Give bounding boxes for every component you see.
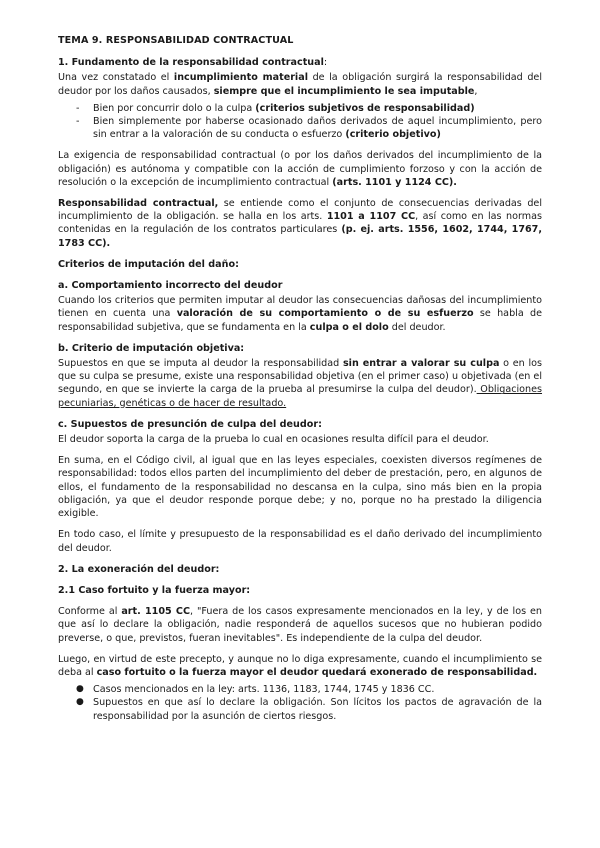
section-2-paragraph-2: Luego, en virtud de este precepto, y aunque no lo diga expresamente, cuando el incumplimiento se deba al caso fortuito o la fuerza mayor el deudor quedará exonerado de responsabilidad. [58, 653, 542, 678]
suma-paragraph: En suma, en el Código civil, al igual que en las leyes especiales, coexisten diversos regímenes de responsabilidad: todos ellos parten del incumplimiento del deber de prestación, pero, en algunos de ellos, el fundamento de la responsabilidad no descansa en la culpa, sino más bien en la propia obligación, ya que el deudor responde porque debe; y no, porque no ha prestado la diligencia exigible. [58, 455, 542, 520]
section-1-heading: 1. Fundamento de la responsabilidad contractual: [58, 57, 328, 69]
section-2-heading: 2. La exoneración del deudor: [58, 563, 220, 575]
section-2-bullet-list [58, 683, 542, 723]
todo-caso-paragraph: En todo caso, el límite y presupuesto de la responsabilidad es el daño derivado del incumplimiento del deudor. [58, 529, 542, 554]
document-title: TEMA 9. RESPONSABILIDAD CONTRACTUAL [58, 35, 294, 46]
section-1-paragraph-3: Responsabilidad contractual, se entiende como el conjunto de consecuencias derivadas del incumplimiento de la obligación. se halla en los arts. 1101 a 1107 CC, así como en las normas contenidas en la regulación de los contratos particulares (p. ej. arts. 1556, 1602, 1744, 1767, 1783 CC). [58, 198, 542, 249]
criterio-b-paragraph: Supuestos en que se imputa al deudor la responsabilidad sin entrar a valorar su culpa o en los que su culpa se presume, existe una responsabilidad objetiva (en el primer caso) u objetivada (en el segundo, en que se invierte la carga de la prueba al presumirse la culpa del deudor). Obligaciones pecuniarias, genéticas o de hacer de resultado. [58, 358, 543, 409]
list-item: ● Supuestos en que así lo declare la obligación. Son lícitos los pactos de agravación de la responsabilidad por la asunción de ciertos riesgos. [76, 697, 542, 722]
section-1-paragraph-2: La exigencia de responsabilidad contractual (o por los daños derivados del incumplimiento de la obligación) es autónoma y compatible con la acción de cumplimiento forzoso y con la acción de resolución o la excepción de incumplimiento contractual (arts. 1101 y 1124 CC). [58, 150, 542, 188]
criterio-c-paragraph: El deudor soporta la carga de la prueba lo cual en ocasiones resulta difícil para el deudor. [58, 434, 489, 446]
section-1-bullet-list [58, 102, 542, 142]
criterio-b-heading: b. Criterio de imputación objetiva: [58, 342, 245, 354]
list-item: ● Casos mencionados en la ley: arts. 1136, 1183, 1744, 1745 y 1836 CC. [76, 684, 435, 696]
criterio-a-heading: a. Comportamiento incorrecto del deudor [58, 280, 283, 292]
criterio-c-heading: c. Supuestos de presunción de culpa del deudor: [58, 418, 322, 430]
criterios-heading: Criterios de imputación del daño: [58, 258, 239, 270]
list-item: - Bien simplemente por haberse ocasionado daños derivados de aquel incumplimiento, pero sin entrar a la valoración de su conducta o esfuerzo (criterio objetivo) [76, 116, 542, 141]
section-1-paragraph-1: Una vez constatado el incumplimiento material de la obligación surgirá la responsabilidad del deudor por los daños causados, siempre que el incumplimiento le sea imputable, [58, 72, 543, 97]
section-2-1-heading: 2.1 Caso fortuito y la fuerza mayor: [58, 584, 251, 596]
criterio-a-paragraph: Cuando los criterios que permiten imputar al deudor las consecuencias dañosas del incumplimiento tienen en cuenta una valoración de su comportamiento o de su esfuerzo se habla de responsabilidad subjetiva, que se fundamenta en la culpa o el dolo del deudor. [58, 295, 543, 333]
section-2-paragraph-1: Conforme al art. 1105 CC, "Fuera de los casos expresamente mencionados en la ley, y de los en que así lo declare la obligación, nadie responderá de aquellos sucesos que no hubieran podido preverse, o que, previstos, fueran inevitables". Es independiente de la culpa del deudor. [58, 606, 542, 644]
list-item: - Bien por concurrir dolo o la culpa (criterios subjetivos de responsabilidad) [76, 102, 475, 114]
